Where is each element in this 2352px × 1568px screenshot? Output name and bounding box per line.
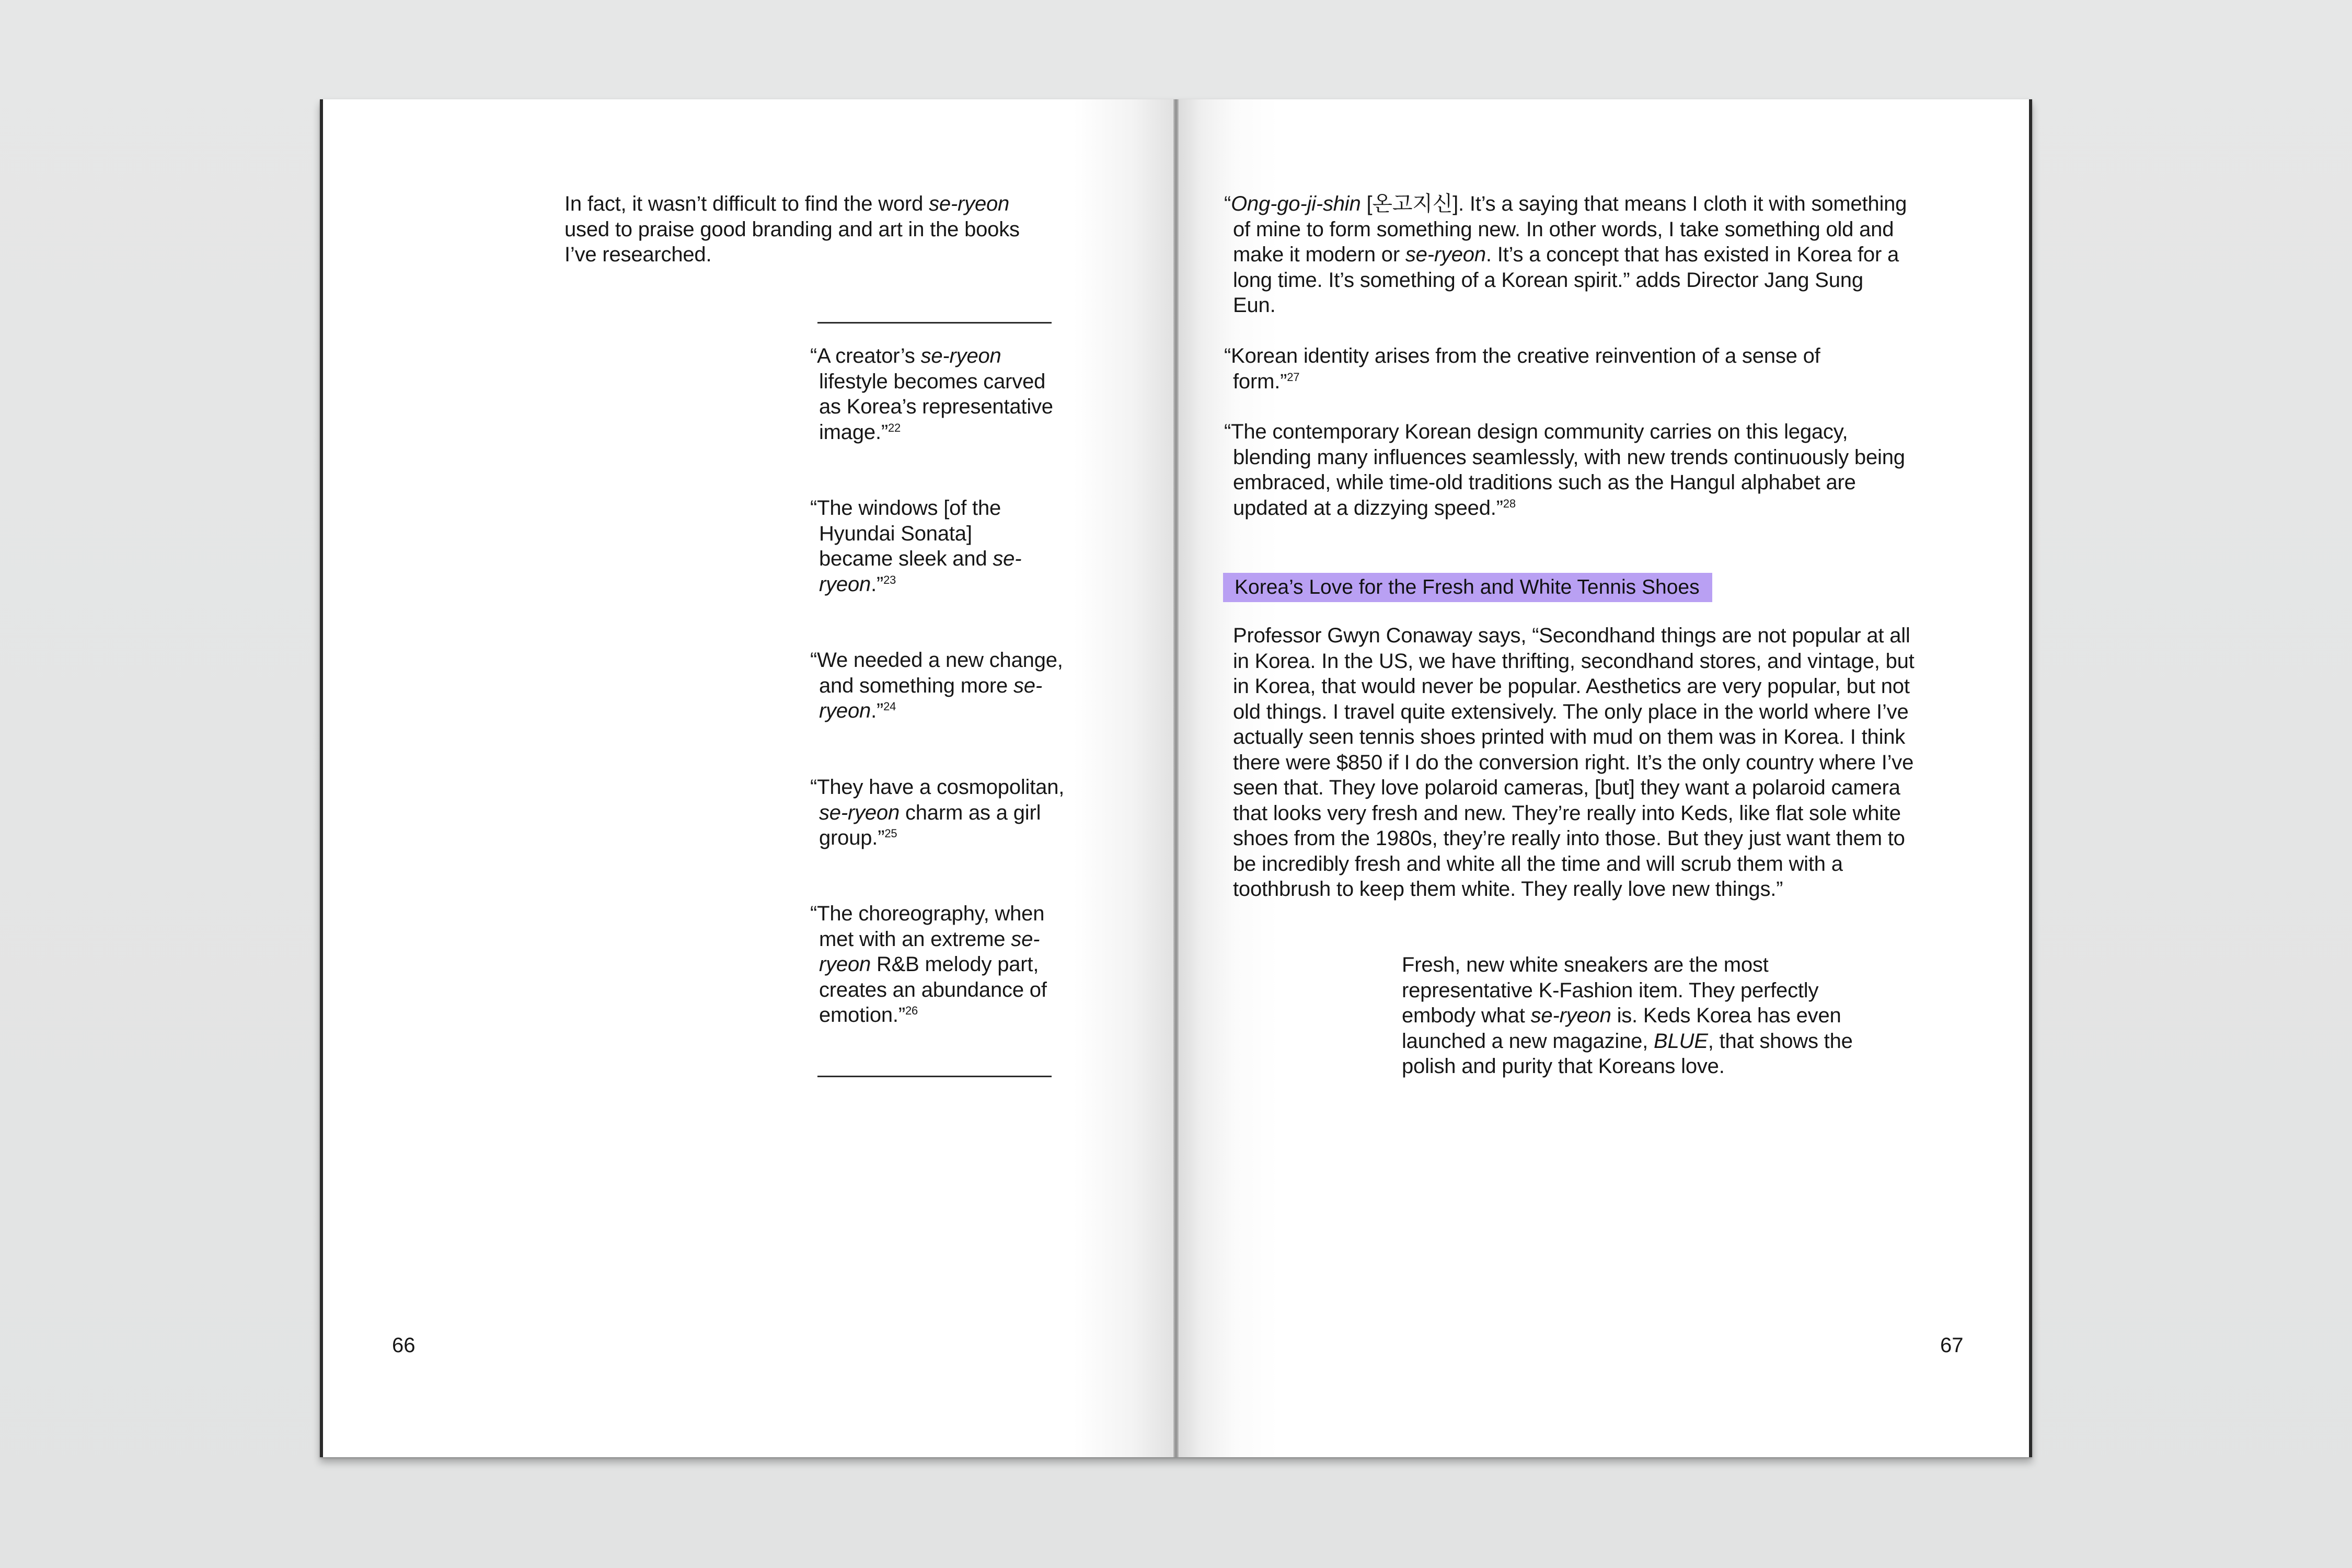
quote-28 [1224,419,1912,521]
quote-term: se-ryeon [920,344,1001,367]
intro-paragraph [564,191,1056,268]
quote-24 [810,648,1070,724]
quote-text: “They have a cosmopolitan, [810,776,1065,799]
quote-term: se-ryeon [819,927,1040,976]
paragraph-conaway: Professor Gwyn Conaway says, “Secondhand things are not popular at all in Korea. In the US, we have thrifting, secondhand stores, and vintage, but in Korea, that would never be popular. Aesthetics are very popular, but not old things. I travel quite extensively. The only place in the world where I’ve actually seen tennis shoes printed with mud on them was in Korea. I think there were $850 if I do the conversion right. It’s the only country where I’ve seen that. They love polaroid cameras, [but] they want a polaroid camera that looks very fresh and new. They’re really into Keds, like flat sole white shoes from the 1980s, they’re really into those. But they just want them to be incredibly fresh and white all the time and will scrub them with a toothbrush to keep them white. They really love new things.” [1233,624,1915,901]
quote-text: R&B melody part, creates an abundance of emotion.” [819,953,1047,1027]
footnote-ref: 24 [883,700,896,713]
quote-text: “The contemporary Korean design community carries on this legacy, blending many influences seamlessly, with new trends continuously being embraced, while time-old traditions such as the Hangul alphabet are updated at a dizzying speed.” [1224,420,1905,520]
book-spread [320,99,2032,1457]
quote-23 [810,495,1039,597]
footnote-ref: 25 [884,827,897,840]
footnote-ref: 28 [1503,497,1516,510]
left-page [320,99,1176,1457]
magazine-title: BLUE [1654,1029,1708,1053]
quote-text: “We needed a new change, and something more [810,649,1063,697]
quote-text: .” [871,699,884,722]
quote-text: “A creator’s [810,344,921,367]
quote-rule-bottom [817,1076,1052,1077]
quote-term: se-ryeon [819,801,900,824]
quote-text: “Korean identity arises from the creative reinvention of a sense of form.” [1224,344,1820,393]
footnote-ref: 23 [883,573,896,586]
paragraph-text: . It’s a concept that has existed in Korea for a long time. It’s something of a Korean spirit.” adds Director Jang Sung Eun. [1233,243,1899,317]
quote-text: lifestyle becomes carved as Korea’s representative image.” [819,370,1053,444]
paragraph-text: is. Keds Korea has even launched a new magazine, [1402,1004,1841,1053]
term-ong-go-ji-shin: Ong-go-ji-shin [1231,192,1361,215]
intro-text: In fact, it wasn’t difficult to find the word [564,192,929,215]
quote-text: charm as a girl group.” [819,801,1041,849]
quote-text: “The windows [of the Hyundai Sonata] became sleek and [810,497,1001,570]
paragraph-sneakers [1402,952,1862,1079]
intro-term: se-ryeon [929,192,1010,215]
quote-rule-top [817,322,1052,324]
book-gutter [1173,99,1179,1457]
quote-25 [810,775,1065,851]
quote-text: .” [871,572,884,596]
footnote-ref: 27 [1287,370,1300,384]
footnote-ref: 26 [905,1004,918,1017]
korean-term: [온고지신] [1361,192,1459,215]
paragraph-ong-go-ji-shin [1224,191,1907,318]
page-number-left: 66 [392,1334,416,1357]
paragraph-text: . It’s a saying that means I cloth it with something of mine to form something new. In other words, I take something old and make it modern or [1233,192,1907,266]
term-se-ryeon: se-ryeon [1405,243,1486,266]
paragraph-text: , that shows the polish and purity that Koreans love. [1402,1029,1853,1078]
quote-term: se-ryeon [819,674,1042,722]
section-heading: Korea’s Love for the Fresh and White Tennis Shoes [1223,573,1712,602]
quote-26 [810,901,1054,1028]
paragraph-text: Fresh, new white sneakers are the most representative K-Fashion item. They perfectly embody what [1402,953,1819,1027]
quote-27 [1224,343,1855,394]
intro-text-end: used to praise good branding and art in the books I’ve researched. [564,217,1020,266]
footnote-ref: 22 [887,421,901,434]
quote-22 [810,343,1070,445]
paragraph-text: “ [1224,192,1231,215]
right-page [1176,99,2032,1457]
quote-text: “The choreography, when met with an extreme [810,902,1045,951]
page-number-right: 67 [1940,1334,1964,1357]
quote-term: se-ryeon [819,547,1022,596]
term-se-ryeon: se-ryeon [1530,1004,1611,1027]
